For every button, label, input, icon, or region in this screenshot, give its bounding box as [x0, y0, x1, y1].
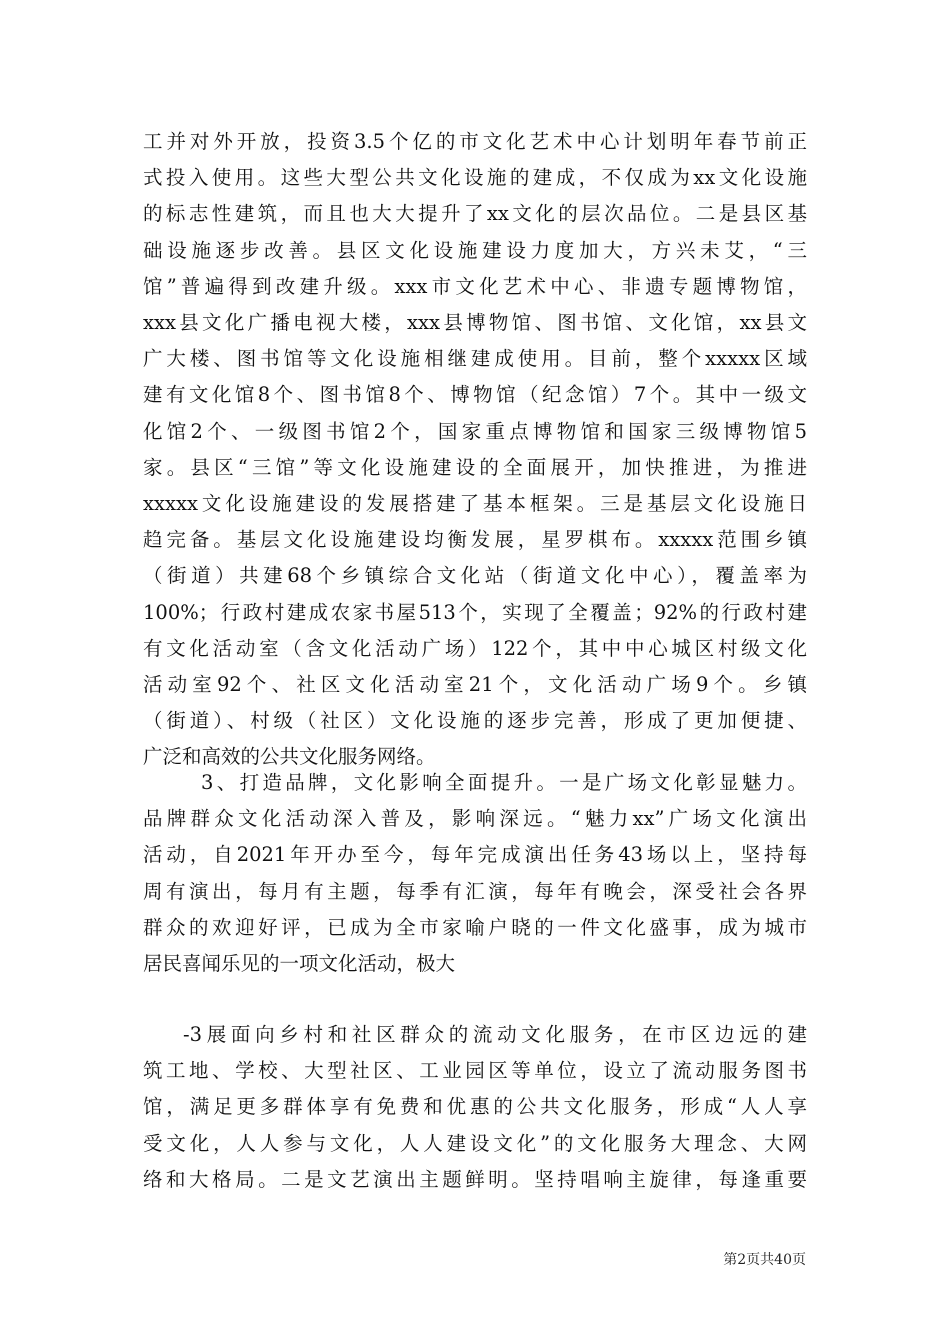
text-line: 工并对外开放，投资3.5个亿的市文化艺术中心计划明年春节前正 [143, 130, 807, 153]
text-line: 周有演出，每月有主题，每季有汇演，每年有晚会，深受社会各界 [143, 879, 807, 903]
text-line: 式投入使用。这些大型公共文化设施的建成，不仅成为xx文化设施 [143, 166, 807, 190]
text-line: 100%；行政村建成农家书屋513个，实现了全覆盖；92%的行政村建 [143, 600, 807, 624]
section-heading-line: 3、打造品牌，文化影响全面提升。一是广场文化彰显魅力。 [201, 771, 807, 794]
text-line: （街道）、村级（社区）文化设施的逐步完善，形成了更加便捷、 [143, 709, 807, 733]
body-paragraph-3 [143, 1017, 807, 1198]
text-line: 群众的欢迎好评，已成为全市家喻户晓的一件文化盛事，成为城市 [143, 915, 807, 939]
text-line: 馆，满足更多群体享有免费和优惠的公共文化服务，形成“人人享 [143, 1095, 807, 1119]
text-line: xxxxx文化设施建设的发展搭建了基本框架。三是基层文化设施日 [143, 492, 807, 516]
text-line: -3展面向乡村和社区群众的流动文化服务，在市区边远的建 [183, 1023, 807, 1046]
text-line: 馆”普遍得到改建升级。xxx市文化艺术中心、非遗专题博物馆， [143, 274, 807, 298]
text-line: 活动，自2021年开办至今，每年完成演出任务43场以上，坚持每 [143, 843, 807, 867]
text-line: 络和大格局。二是文艺演出主题鲜明。坚持唱响主旋律，每逢重要 [143, 1167, 807, 1191]
text-line: 建有文化馆8个、图书馆8个、博物馆（纪念馆）7个。其中一级文 [143, 383, 807, 407]
page-number-footer: 第2页共40页 [723, 1252, 806, 1268]
text-line: 化馆2个、一级图书馆2个，国家重点博物馆和国家三级博物馆5 [143, 419, 807, 443]
text-line: xxx县文化广播电视大楼，xxx县博物馆、图书馆、文化馆，xx县文 [143, 311, 807, 335]
text-line: 品牌群众文化活动深入普及，影响深远。“魅力xx”广场文化演出 [143, 807, 807, 831]
text-line: 活动室92个、社区文化活动室21个，文化活动广场9个。乡镇 [143, 673, 807, 697]
text-line: 础设施逐步改善。县区文化设施建设力度加大，方兴未艾，“三 [143, 238, 807, 262]
text-line: 有文化活动室（含文化活动广场）122个，其中中心城区村级文化 [143, 636, 807, 660]
text-line: （街道）共建68个乡镇综合文化站（街道文化中心），覆盖率为 [143, 564, 807, 588]
text-line: 家。县区“三馆”等文化设施建设的全面展开，加快推进，为推进 [143, 455, 807, 479]
text-line: 广大楼、图书馆等文化设施相继建成使用。目前，整个xxxxx区域 [143, 347, 807, 371]
text-line: 受文化，人人参与文化，人人建设文化”的文化服务大理念、大网 [143, 1131, 807, 1155]
body-paragraph-2 [143, 765, 807, 982]
text-line: 趋完备。基层文化设施建设均衡发展，星罗棋布。xxxxx范围乡镇 [143, 528, 807, 552]
text-line: 的标志性建筑，而且也大大提升了xx文化的层次品位。二是县区基 [143, 202, 807, 226]
body-paragraph-1 [143, 124, 807, 776]
text-line: 广泛和高效的公共文化服务网络。 [143, 745, 436, 769]
text-line: 筑工地、学校、大型社区、工业园区等单位，设立了流动服务图书 [143, 1059, 807, 1083]
text-line: 居民喜闻乐见的一项文化活动，极大 [143, 952, 456, 976]
